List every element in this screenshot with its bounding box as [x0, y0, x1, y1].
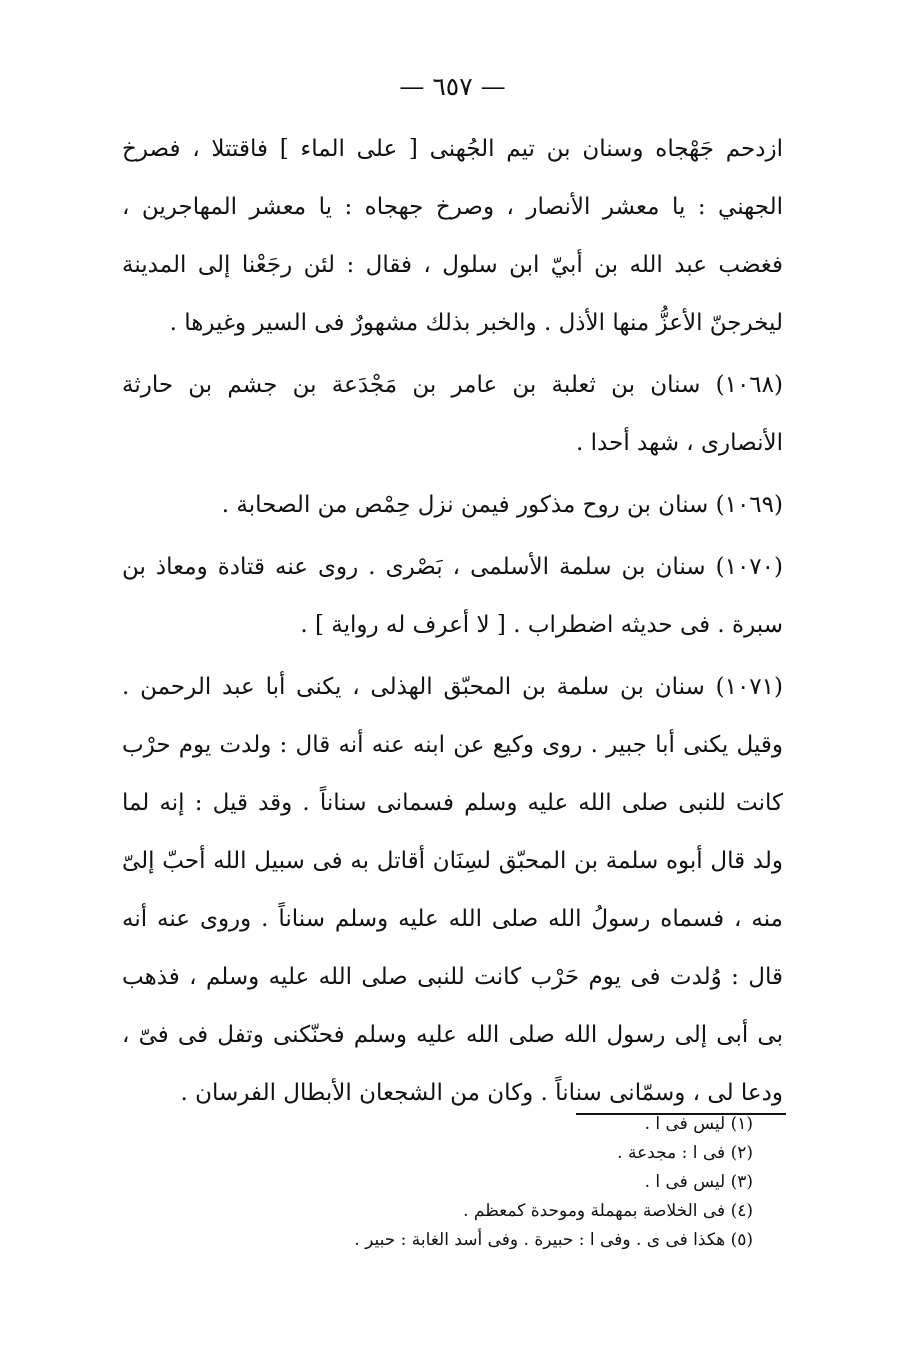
footnote-3: (٣) ليس فى ا . [644, 1172, 753, 1192]
entry-1071: (١٠٧١) سنان بن سلمة بن المحبّق الهذلى ، يكنى أبا عبد الرحمن . وقيل يكنى أبا جبير . روى وكيع عن ابنه عنه أنه قال : ولدت يوم حرْب كانت للنبى صلى الله عليه وسلم فسمانى سناناً . وقد قيل : إنه لما ولد قال أبوه سلمة بن المحبّق لسِنَان أقاتل به فى سبيل الله أحبّ إلىّ منه ، فسماه رسولُ الله صلى الله عليه وسلم سناناً . وروى عنه أنه قال : وُلدت فى يوم حَرْب كانت للنبى صلى الله عليه وسلم ، فذهب بى أبى إلى رسول الله صلى الله عليه وسلم فحنّكنى وتفل فى فىّ ، ودعا لى ، وسمّانى سناناً . وكان من الشجعان الأبطال الفرسان . [122, 674, 783, 1106]
footnote-4: (٤) فى الخلاصة بمهملة وموحدة كمعظم . [463, 1201, 753, 1221]
entry-1068: (١٠٦٨) سنان بن ثعلبة بن عامر بن مَجْدَعة بن جشم بن حارثة الأنصارى ، شهد أحدا . [122, 372, 783, 456]
entry-1070: (١٠٧٠) سنان بن سلمة الأسلمى ، بَصْرى . روى عنه قتادة ومعاذ بن سبرة . فى حديثه اضطراب . [ لا أعرف له رواية ] . [122, 554, 783, 638]
footnote-5: (٥) هكذا فى ى . وفى ا : حبيرة . وفى أسد الغابة : حبير . [354, 1230, 753, 1250]
footnote-1: (١) ليس فى ا . [644, 1114, 753, 1134]
footnote-2: (٢) فى ا : مجدعة . [617, 1143, 753, 1163]
footnotes [193, 1110, 753, 1255]
page-number: — ٦٥٧ — [399, 72, 506, 101]
entry-1069: (١٠٦٩) سنان بن روح مذكور فيمن نزل حِمْص من الصحابة . [221, 492, 783, 518]
paragraph-continuation: ازدحم جَهْجاه وسنان بن تيم الجُهنى [ على الماء ] فاقتتلا ، فصرخ الجهني : يا معشر الأنصار ، وصرخ جهجاه : يا معشر المهاجرين ، فغضب عبد الله بن أبيّ ابن سلول ، فقال : لئن رجَعْنا إلى المدينة ليخرجنّ الأعزُّ منها الأذل . والخبر بذلك مشهورٌ فى السير وغيرها . [122, 136, 783, 336]
